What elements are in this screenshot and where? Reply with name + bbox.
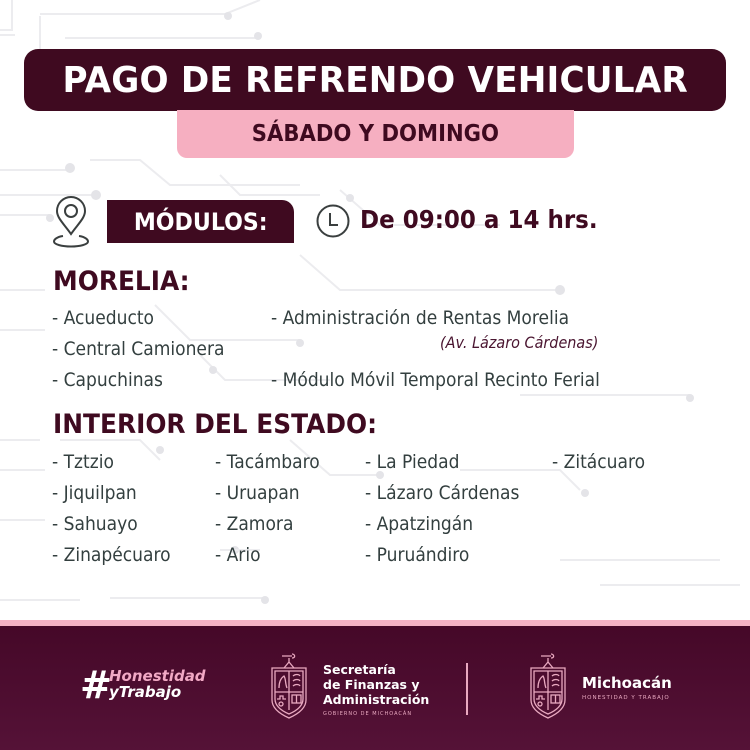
address-note: (Av. Lázaro Cárdenas) [440, 333, 599, 352]
list-item: - Módulo Móvil Temporal Recinto Ferial [271, 369, 600, 391]
list-item: - Ario [215, 544, 261, 566]
michoacan-title: Michoacán [582, 674, 672, 692]
list-item: - Tacámbaro [215, 451, 320, 473]
coat-of-arms-icon [527, 652, 569, 720]
list-item: - Tztzio [52, 451, 114, 473]
page-title: PAGO DE REFRENDO VEHICULAR [62, 59, 688, 101]
footer-divider [466, 663, 468, 715]
list-item: - Uruapan [215, 482, 300, 504]
list-item: - La Piedad [365, 451, 460, 473]
hashtag-line2: yTrabajo [109, 683, 182, 701]
list-item: - Lázaro Cárdenas [365, 482, 520, 504]
modules-label-box [107, 200, 294, 243]
list-item: - Apatzingán [365, 513, 474, 535]
list-item: - Zamora [215, 513, 294, 535]
secretaria-line: Administración [323, 692, 430, 707]
secretaria-logo-text [323, 662, 429, 717]
list-item: - Sahuayo [52, 513, 138, 535]
hashtag-line1: Honestidad [109, 667, 206, 685]
hash-symbol: # [80, 663, 112, 707]
secretaria-line: Secretaría [323, 662, 396, 677]
coat-of-arms-icon [268, 652, 310, 720]
morelia-heading: MORELIA: [53, 266, 190, 297]
interior-heading: INTERIOR DEL ESTADO: [53, 409, 378, 440]
list-item: - Administración de Rentas Morelia [271, 307, 570, 329]
map-pin-icon [52, 196, 90, 248]
clock-icon [315, 203, 351, 239]
subtitle-banner [177, 110, 574, 158]
list-item: - Zinapécuaro [52, 544, 171, 566]
list-item: - Jiquilpan [52, 482, 137, 504]
list-item: - Puruándiro [365, 544, 470, 566]
michoacan-subtitle: HONESTIDAD Y TRABAJO [582, 695, 670, 701]
list-item: - Acueducto [52, 307, 155, 329]
days-subtitle: SÁBADO Y DOMINGO [251, 121, 500, 147]
modules-label: MÓDULOS: [133, 207, 268, 236]
hours-text: De 09:00 a 14 hrs. [360, 205, 598, 234]
list-item: - Central Camionera [52, 338, 225, 360]
secretaria-line: de Finanzas y [323, 677, 420, 692]
secretaria-subtitle: GOBIERNO DE MICHOACÁN [323, 711, 413, 717]
list-item: - Zitácuaro [552, 451, 646, 473]
michoacan-logo-text [582, 674, 672, 701]
title-banner [24, 49, 726, 111]
list-item: - Capuchinas [52, 369, 163, 391]
